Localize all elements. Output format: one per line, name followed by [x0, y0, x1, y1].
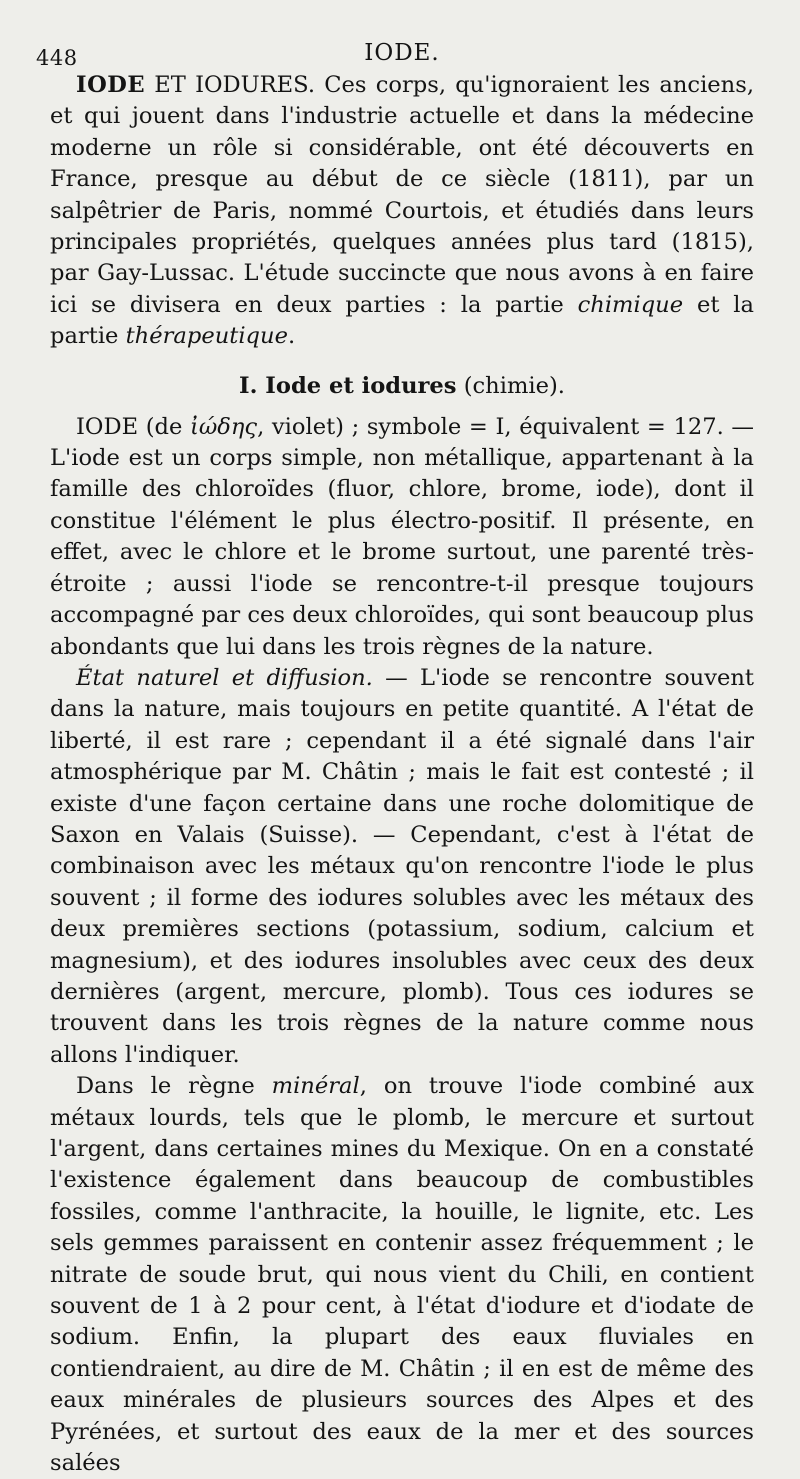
iode-lead-word: IODE [76, 413, 139, 440]
iode-greek-word: ἰώδης [189, 413, 258, 440]
paragraph-regne-mineral [50, 1071, 754, 1479]
iode-text-1: (de [138, 413, 190, 440]
page-number: 448 [36, 46, 78, 70]
intro-lead-word: IODE [76, 72, 146, 98]
intro-text-3: . [287, 323, 296, 350]
intro-lead-smallcaps: ET IODURES. [154, 72, 316, 98]
mineral-emphasis: minéral [271, 1073, 360, 1100]
section-heading-rest: (chimie). [456, 372, 565, 399]
paragraph-iode-definition [50, 412, 754, 663]
mineral-text-2: , on trouve l'iode combiné aux métaux lourds, tels que le plomb, le mercure et surtout l'argent, dans certaines mines du Mexique. On en a constaté l'existence également dans beaucoup de combustibles fossiles, comme l'anthracite, la houille, le lignite, etc. Les sels gemmes paraissent en contenir assez fréquemment ; le nitrate de soude brut, qui nous vient du Chili, en contient souvent de 1 à 2 pour cent, à l'état d'iodure et d'iodate de sodium. Enfin, la plupart des eaux fluviales en contiendraient, au dire de M. Châtin ; il en est de même des eaux minérales de plusieurs sources des Alpes et des Pyrénées, et surtout des eaux de la mer et des sources salées [50, 1073, 754, 1477]
intro-text-1: Ces corps, qu'ignoraient les anciens, et qui jouent dans l'industrie actuelle et dans la médecine moderne un rôle si considérable, ont été découverts en France, presque au début de ce siècle (1811), par un salpêtrier de Paris, nommé Courtois, et étudiés dans leurs principales propriétés, quelques années plus tard (1815), par Gay-Lussac. L'étude succincte que nous avons à en faire ici se divisera en deux parties : la partie [50, 72, 754, 318]
running-head [36, 22, 754, 70]
etat-text: — L'iode se rencontre souvent dans la nature, mais toujours en petite quantité. A l'état de liberté, il est rare ; cependant il a été signalé dans l'air atmosphérique par M. Châtin ; mais le fait est contesté ; il existe d'une façon certaine dans une roche dolomitique de Saxon en Valais (Suisse). — Cependant, c'est à l'état de combinaison avec les métaux qu'on rencontre l'iode le plus souvent ; il forme des iodures solubles avec les métaux des deux premières sections (potassium, sodium, calcium et magnesium), et des iodures insolubles avec ceux des deux dernières (argent, mercure, plomb). Tous ces iodures se trouvent dans les trois règnes de la nature comme nous allons l'indiquer. [50, 664, 754, 1068]
section-heading [50, 371, 754, 402]
etat-subheading: État naturel et diffusion. [76, 664, 373, 691]
mineral-text-1: Dans le règne [76, 1073, 272, 1100]
intro-text-2: et la partie [50, 291, 754, 350]
section-heading-bold: I. Iode et iodures [239, 372, 457, 399]
iode-text-2: , violet) ; symbole = I, équivalent = 127. — L'iode est un corps simple, non métallique, appartenant à la famille des chloroïdes (fluor, chlore, brome, iode), dont il constitue l'élément le plus électro-positif. Il présente, en effet, avec le chlore et le brome surtout, une parenté très-étroite ; aussi l'iode se rencontre-t-il presque toujours accompagné par ces deux chloroïdes, qui sont beaucoup plus abondants que lui dans les trois règnes de la nature. [50, 413, 755, 660]
running-title: IODE. [364, 40, 440, 66]
intro-paragraph [50, 70, 754, 353]
intro-emphasis-chimique: chimique [577, 291, 684, 318]
paragraph-etat-naturel [50, 663, 754, 1071]
intro-emphasis-therapeutique: thérapeutique [125, 323, 288, 350]
